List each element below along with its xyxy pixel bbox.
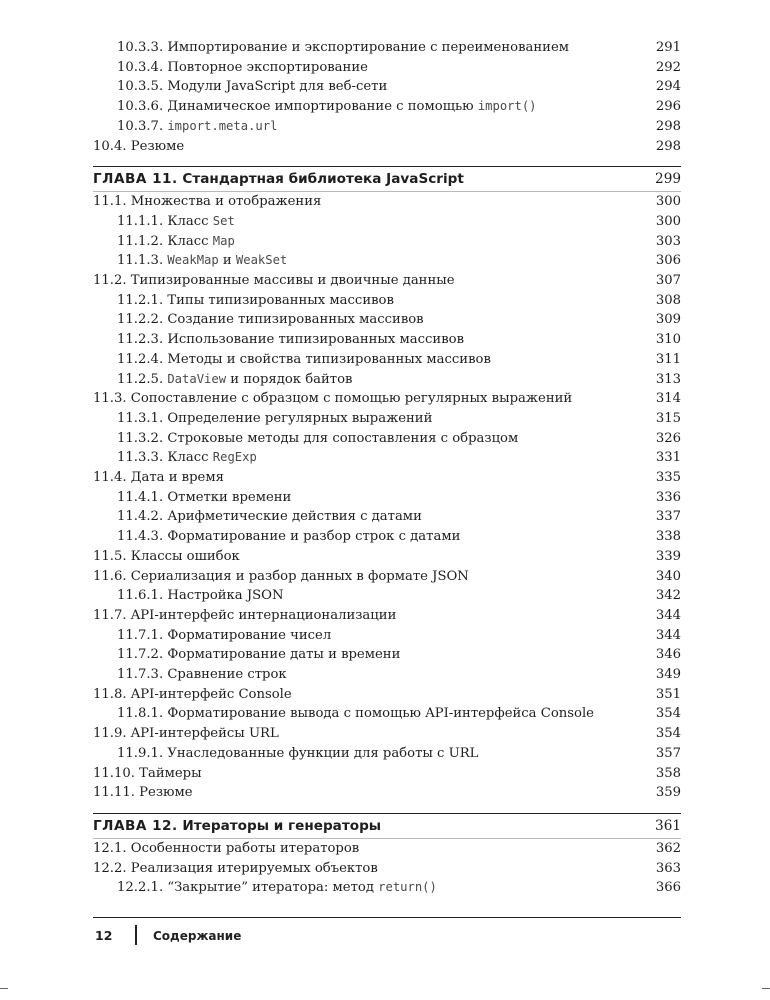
toc-subsection-row <box>93 232 681 252</box>
toc-subsection-row <box>93 291 681 311</box>
toc-entry-number: 11.3.1. <box>117 410 164 426</box>
toc-subsection-row <box>93 626 681 646</box>
toc-entry-title: Сопоставление с образцом с помощью регулярных выражений <box>130 391 573 407</box>
toc-page-number: 336 <box>655 489 681 505</box>
toc-entry-number: 11.1.3. <box>117 253 164 269</box>
toc-entry-title: Форматирование вывода с помощью API-интерфейса Console <box>167 706 594 722</box>
toc-entry-title: Типизированные массивы и двоичные данные <box>130 273 455 288</box>
toc-entry-number: 11.7.3. <box>117 667 164 682</box>
toc-subsection-row <box>93 527 681 547</box>
toc-entry-title: Классы ошибок <box>130 548 240 564</box>
toc-subsection-row <box>93 878 681 898</box>
toc-page-number: 326 <box>655 430 681 446</box>
toc-section-row <box>93 764 681 784</box>
toc-page-number: 340 <box>655 568 681 584</box>
toc-entry-title: Реализация итерируемых объектов <box>130 860 378 876</box>
toc-page-number: 292 <box>655 59 681 75</box>
toc-subsection-row <box>93 665 681 685</box>
toc-page-number: 298 <box>655 118 681 134</box>
toc-chapter-heading <box>93 166 681 192</box>
toc-section-row <box>93 839 681 859</box>
toc-entry-number: 11.4.1. <box>117 489 164 505</box>
toc-subsection-row <box>93 586 681 606</box>
toc-entry-title: Форматирование и разбор строк с датами <box>167 529 461 545</box>
toc-entry-title: Класс <box>167 233 213 249</box>
toc-page-number: 362 <box>655 840 681 856</box>
toc-page-number: 314 <box>655 391 681 407</box>
toc-page-number: 349 <box>655 667 681 682</box>
toc-entry-number: 11.2.2. <box>117 312 164 328</box>
toc-entry-title: Сериализация и разбор данных в формате JSON <box>130 568 469 584</box>
toc-page-number: 310 <box>655 332 681 348</box>
toc-entry-number: 11.4.3. <box>117 529 164 545</box>
toc-page-number: 306 <box>655 253 681 269</box>
toc-section-row <box>93 685 681 705</box>
toc-page-number: 308 <box>655 292 681 308</box>
toc-page-number: 309 <box>655 312 681 328</box>
footer-section-title: Содержание <box>153 929 242 943</box>
toc-entry-number: 10.4. <box>93 138 127 154</box>
toc-page-number: 359 <box>655 785 681 801</box>
toc-section-row <box>93 271 681 291</box>
toc-page-number: 313 <box>655 371 681 387</box>
toc-entry-title: Повторное экспортирование <box>167 59 368 75</box>
toc-entry-code: import.meta.url <box>167 118 278 133</box>
toc-subsection-row <box>93 117 681 137</box>
toc-entry-number: 11.4.2. <box>117 509 164 525</box>
toc-entry-title: API-интерфейс Console <box>130 686 292 702</box>
toc-subsection-row <box>93 409 681 429</box>
toc-entry-number: 10.3.4. <box>117 59 164 75</box>
toc-entry-title: Особенности работы итераторов <box>130 840 360 856</box>
toc-entry-number: 11.8. <box>93 686 127 702</box>
toc-page-number: 303 <box>655 233 681 249</box>
toc-subsection-row <box>93 350 681 370</box>
toc-entry-title: Сравнение строк <box>167 667 287 682</box>
toc-section-row <box>93 389 681 409</box>
toc-page-number: 344 <box>655 607 681 623</box>
toc-page-number: 337 <box>655 509 681 525</box>
toc-page-number: 351 <box>655 686 681 702</box>
toc-page-number: 294 <box>655 79 681 95</box>
toc-entry-title: Класс <box>167 213 213 229</box>
toc-entry-number: 11.11. <box>93 785 135 801</box>
page-number: 12 <box>95 928 113 943</box>
toc-entry-number: 11.9. <box>93 726 127 742</box>
toc-entry-number: 11.3. <box>93 391 127 407</box>
toc-subsection-row <box>93 212 681 232</box>
toc-subsection-row <box>93 744 681 764</box>
toc-entry-title: Арифметические действия с датами <box>167 509 422 525</box>
toc-entry-title: “Закрытие” итератора: метод <box>167 880 379 896</box>
toc-entry-title: Стандартная библиотека JavaScript <box>182 171 464 188</box>
toc-page-number: 296 <box>655 99 681 115</box>
toc-page-number: 299 <box>655 171 681 188</box>
toc-entry-title: Настройка JSON <box>167 588 284 604</box>
toc-entry-title: Модули JavaScript для веб-сети <box>167 79 388 95</box>
toc-entry-number: 12.2.1. <box>117 880 164 896</box>
toc-entry-title: Резюме <box>139 785 193 801</box>
toc-page-number: 291 <box>655 40 681 55</box>
toc-entry-number: 11.2.4. <box>117 351 164 367</box>
toc-entry-number: ГЛАВА 11. <box>93 171 178 188</box>
toc-section-row <box>93 192 681 212</box>
crop-mark-right <box>762 988 770 989</box>
toc-entry-number: 11.6. <box>93 568 127 584</box>
toc-page-number: 354 <box>655 726 681 742</box>
toc-entry-title: и порядок байтов <box>226 371 353 387</box>
toc-entry-number: 11.2.3. <box>117 332 164 348</box>
toc-page-number: 339 <box>655 548 681 564</box>
toc-entry-number: 10.3.3. <box>117 40 164 55</box>
toc-page-number: 338 <box>655 529 681 545</box>
toc-entry-number: 10.3.5. <box>117 79 164 95</box>
toc-entry-number: 11.1. <box>93 194 127 210</box>
toc-entry-title: Класс <box>167 450 213 466</box>
page-footer <box>93 917 681 954</box>
toc-subsection-row <box>93 488 681 508</box>
toc-entry-number: 11.4. <box>93 470 127 485</box>
toc-entry-number: 10.3.6. <box>117 99 164 115</box>
toc-entry-title: API-интерфейсы URL <box>130 726 279 742</box>
toc-section-row <box>93 724 681 744</box>
toc-entry-number: ГЛАВА 12. <box>93 817 178 834</box>
toc-entry-title: Использование типизированных массивов <box>167 332 464 348</box>
toc-page-number: 346 <box>655 647 681 663</box>
toc-entry-title: Динамическое импортирование с помощью <box>167 99 478 115</box>
toc-subsection-row <box>93 370 681 390</box>
toc-subsection-row <box>93 97 681 117</box>
toc-page-number: 300 <box>655 213 681 229</box>
toc-entry-title: Форматирование даты и времени <box>167 647 401 663</box>
toc-page-number: 307 <box>655 273 681 288</box>
toc-entry-number: 11.3.2. <box>117 430 164 446</box>
toc-entry-title: Методы и свойства типизированных массивов <box>167 351 491 367</box>
toc-entry-number: 11.2. <box>93 273 127 288</box>
toc-entry-title: Форматирование чисел <box>167 627 332 643</box>
toc-entry-number: 11.1.2. <box>117 233 164 249</box>
toc-entry-number: 12.1. <box>93 840 127 856</box>
toc-subsection-row <box>93 645 681 665</box>
toc-entry-code: RegExp <box>212 450 257 465</box>
toc-entry-code: WeakSet <box>235 253 288 268</box>
toc-subsection-row <box>93 310 681 330</box>
toc-entry-number: 11.5. <box>93 548 127 564</box>
crop-mark-left <box>0 988 8 989</box>
toc-subsection-row <box>93 448 681 468</box>
toc-page-number: 331 <box>655 450 681 466</box>
toc-entry-number: 11.10. <box>93 765 135 781</box>
toc-entry-number: 10.3.7. <box>117 118 164 134</box>
toc-page-number: 354 <box>655 706 681 722</box>
toc-entry-title: Импортирование и экспортирование с переименованием <box>167 40 570 55</box>
toc-entry-code: DataView <box>167 371 227 386</box>
toc-chapter-heading <box>93 813 681 839</box>
toc-entry-title: Резюме <box>130 138 185 154</box>
toc-page-number: 311 <box>655 351 681 367</box>
toc-entry-title: Создание типизированных массивов <box>167 312 424 328</box>
toc-subsection-row <box>93 429 681 449</box>
toc-page-number: 366 <box>655 880 681 896</box>
toc-section-row <box>93 137 681 157</box>
toc-page-number: 357 <box>655 745 681 761</box>
toc-entry-number: 11.8.1. <box>117 706 164 722</box>
toc-page-number: 363 <box>655 860 681 876</box>
toc-subsection-row <box>93 330 681 350</box>
toc-page-number: 298 <box>655 138 681 154</box>
toc-section-row <box>93 567 681 587</box>
toc-entry-code: Set <box>212 213 235 228</box>
toc-entry-code: import() <box>477 99 537 114</box>
toc-entry-title: API-интерфейс интернационализации <box>130 607 397 623</box>
toc-entry-number: 11.7.1. <box>117 627 164 643</box>
toc-entry-number: 11.3.3. <box>117 450 164 466</box>
toc-entry-title: Итераторы и генераторы <box>182 817 382 834</box>
toc-entry-code: return() <box>378 880 437 895</box>
toc-subsection-row <box>93 704 681 724</box>
toc-entry-title: Типы типизированных массивов <box>167 292 394 308</box>
toc-section-row <box>93 468 681 488</box>
toc-entry-number: 11.6.1. <box>117 588 164 604</box>
toc-page-number: 300 <box>655 194 681 210</box>
toc-entry-title: Строковые методы для сопоставления с образцом <box>167 430 519 446</box>
toc-entry-title: Таймеры <box>139 765 202 781</box>
toc-entry-code: WeakMap <box>167 253 219 268</box>
toc-subsection-row <box>93 58 681 78</box>
toc-entry-number: 11.7. <box>93 607 127 623</box>
toc-section-row <box>93 547 681 567</box>
toc-entry-title: и <box>218 253 236 269</box>
toc-entry-number: 12.2. <box>93 860 127 876</box>
toc-entry-number: 11.1.1. <box>117 213 164 229</box>
toc-entry-title: Отметки времени <box>167 489 292 505</box>
toc-entry-number: 11.2.1. <box>117 292 164 308</box>
toc-entry-title: Определение регулярных выражений <box>167 410 433 426</box>
toc-subsection-row <box>93 507 681 527</box>
toc-subsection-row <box>93 251 681 271</box>
toc-page-number: 358 <box>655 765 681 781</box>
toc-section-row <box>93 859 681 879</box>
toc-page-number: 342 <box>655 588 681 604</box>
toc-page-number: 344 <box>655 627 681 643</box>
toc-entry-code: Map <box>212 233 235 248</box>
toc-subsection-row <box>93 38 681 58</box>
toc-entry-title: Унаследованные функции для работы с URL <box>167 745 479 761</box>
toc-page-number: 335 <box>655 470 681 485</box>
toc-entry-number: 11.2.5. <box>117 371 164 387</box>
toc-section-row <box>93 783 681 803</box>
toc-entry-number: 11.9.1. <box>117 745 164 761</box>
toc-entry-title: Дата и время <box>130 470 224 485</box>
toc-entry-number: 11.7.2. <box>117 647 164 663</box>
toc-subsection-row <box>93 77 681 97</box>
toc-section-row <box>93 606 681 626</box>
toc-page-number: 361 <box>655 817 681 834</box>
toc-entry-title: Множества и отображения <box>130 194 322 210</box>
toc-page-number: 315 <box>655 410 681 426</box>
footer-divider <box>135 925 137 945</box>
